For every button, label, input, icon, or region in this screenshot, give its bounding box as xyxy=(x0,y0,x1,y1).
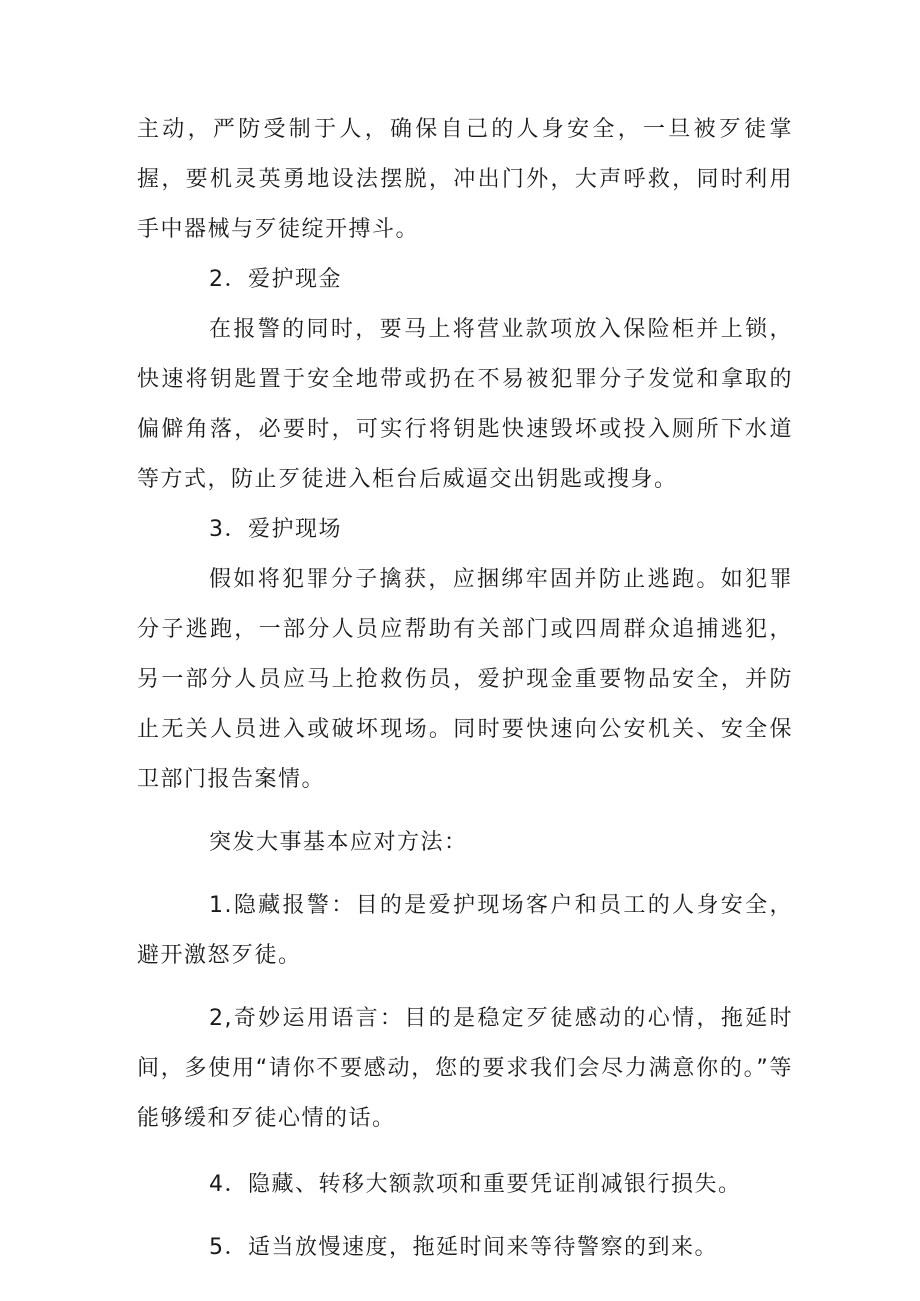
paragraph-method-4: 4．隐藏、转移大额款项和重要凭证削减银行损失。 xyxy=(209,1172,742,1197)
paragraph-method-5: 5．适当放慢速度，拖延时间来等待警察的到来。 xyxy=(209,1235,718,1260)
document-body xyxy=(137,105,793,1273)
paragraph-protect-cash: 在报警的同时，要马上将营业款项放入保险柜并上锁，快速将钥匙置于安全地带或扔在不易被犯罪分子发觉和拿取的偏僻角落，必要时，可实行将钥匙快速毁坏或投入厕所下水道等方式，防止歹徒进入柜台后威逼交出钥匙或搜身。 xyxy=(137,317,793,492)
heading-protect-scene: 3．爱护现场 xyxy=(209,517,342,542)
heading-emergency-methods: 突发大事基本应对方法： xyxy=(209,830,468,855)
paragraph-continuation: 主动，严防受制于人，确保自己的人身安全，一旦被歹徒掌握，要机灵英勇地设法摆脱，冲出门外，大声呼救，同时利用手中器械与歹徒绽开搏斗。 xyxy=(137,117,793,242)
paragraph-protect-scene: 假如将犯罪分子擒获，应捆绑牢固并防止逃跑。如犯罪分子逃跑，一部分人员应帮助有关部门或四周群众追捕逃犯，另一部分人员应马上抢救伤员，爱护现金重要物品安全，并防止无关人员进入或破坏现场。同时要快速向公安机关、安全保卫部门报告案情。 xyxy=(137,567,793,792)
heading-protect-cash: 2．爱护现金 xyxy=(209,267,342,292)
paragraph-method-2: 2,奇妙运用语言：目的是稳定歹徒感动的心情，拖延时间，多使用“请你不要感动，您的要求我们会尽力满意你的。”等能够缓和歹徒心情的话。 xyxy=(137,1006,793,1131)
paragraph-method-1: 1.隐藏报警：目的是爱护现场客户和员工的人身安全，避开激怒歹徒。 xyxy=(137,893,793,968)
